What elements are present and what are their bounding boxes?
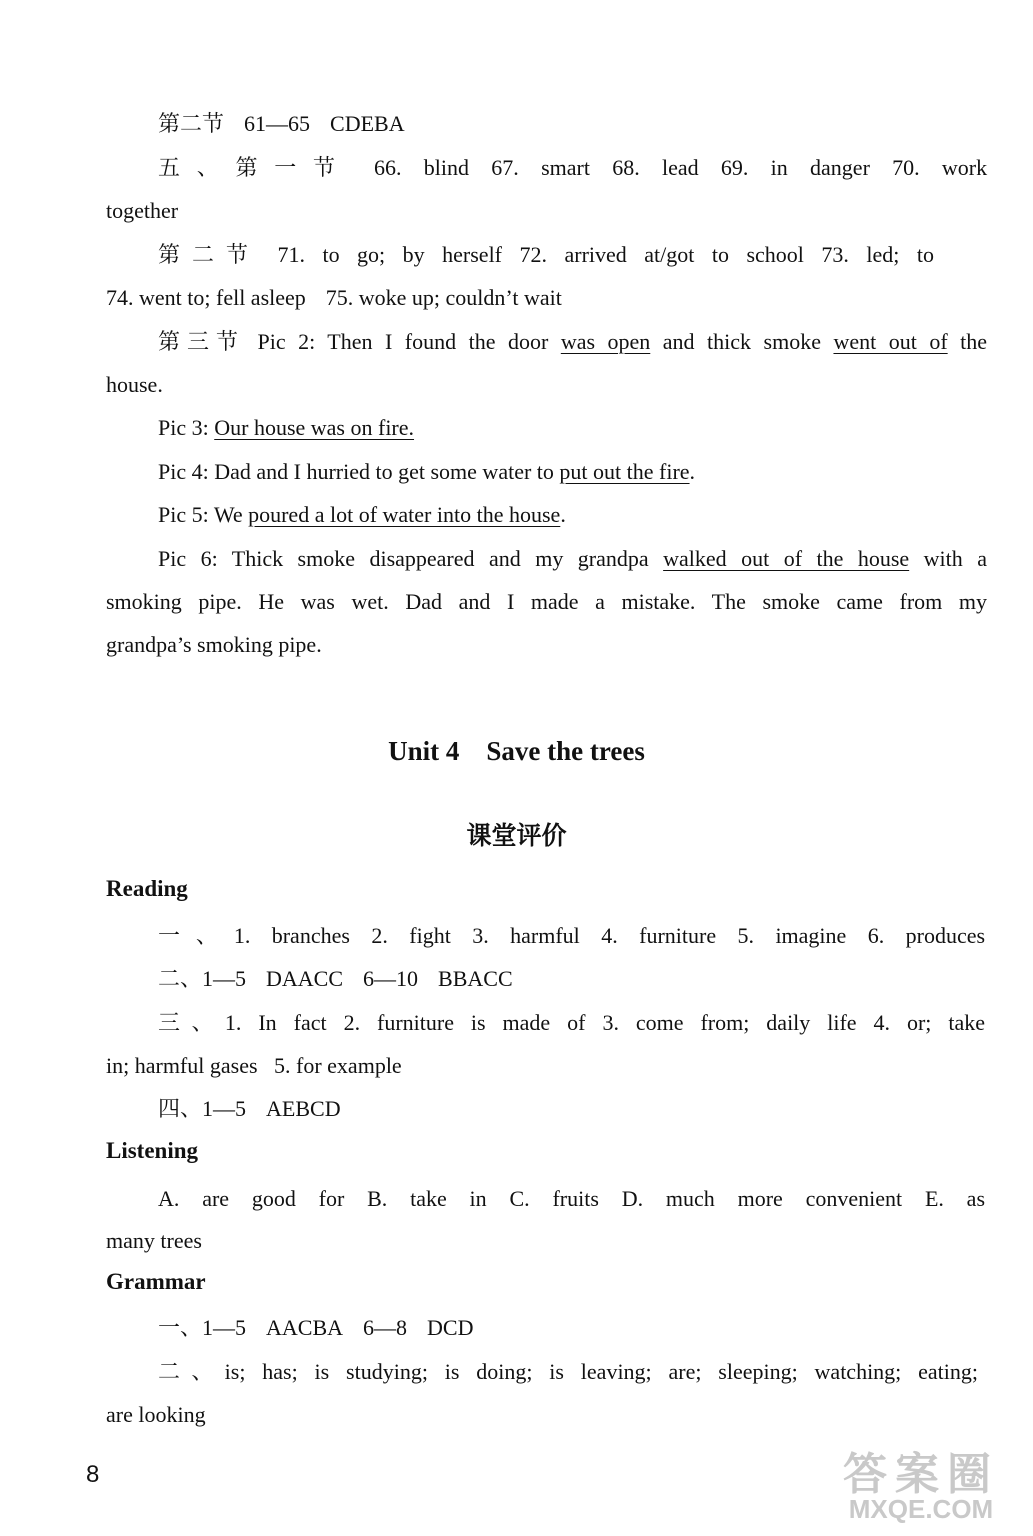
- answer-line-74-75: 74. went to; fell asleep 75. woke up; couldn’t wait: [106, 285, 562, 310]
- answer-line-71-73: 第二节 71. to go; by herself 72. arrived at/got to school 73. led; to: [158, 242, 935, 267]
- reading-part-4: 四、1—5 AEBCD: [158, 1096, 341, 1121]
- page-number: 8: [86, 1461, 100, 1488]
- grammar-part-1: 一、1—5 AACBA 6—8 DCD: [158, 1315, 474, 1340]
- answer-line-together: together: [106, 198, 179, 223]
- reading-part-1: 一、1. branches 2. fight 3. harmful 4. furniture 5. imagine 6. produces: [158, 923, 986, 948]
- section-subtitle: 课堂评价: [466, 823, 567, 850]
- listening-answers-cont: many trees: [106, 1228, 202, 1253]
- reading-heading: Reading: [106, 876, 188, 901]
- grammar-part-2-cont: are looking: [106, 1402, 206, 1427]
- answer-line-66-70: 五、第一节 66. blind 67. smart 68. lead 69. in danger 70. work: [158, 155, 988, 180]
- reading-part-3: 三、1. In fact 2. furniture is made of 3. come from; daily life 4. or; take: [158, 1010, 986, 1035]
- writing-pic-4: Pic 4: Dad and I hurried to get some water to put out the fire.: [158, 459, 696, 484]
- listening-answers: A. are good for B. take in C. fruits D. much more convenient E. as: [158, 1186, 986, 1211]
- watermark-logo-url: MXQE.COM: [848, 1494, 994, 1524]
- writing-pic-2: 第三节 Pic 2: Then I found the door was open and thick smoke went out of the: [158, 329, 988, 354]
- reading-part-3-cont: in; harmful gases 5. for example: [106, 1053, 402, 1078]
- watermark-logo: [821, 1438, 1021, 1530]
- writing-pic-6-end: grandpa’s smoking pipe.: [106, 632, 322, 657]
- unit-title: Unit 4 Save the trees: [388, 736, 645, 766]
- writing-pic-5: Pic 5: We poured a lot of water into the house.: [158, 502, 566, 527]
- writing-pic-6-cont: smoking pipe. He was wet. Dad and I made a mistake. The smoke came from my: [106, 589, 987, 614]
- listening-heading: Listening: [106, 1138, 199, 1163]
- watermark-logo-text: 答案圈: [843, 1450, 999, 1499]
- writing-pic-2-end: house.: [106, 372, 163, 397]
- reading-part-2: 二、1—5 DAACC 6—10 BBACC: [158, 966, 513, 991]
- answer-line-61-65: 第二节 61—65 CDEBA: [158, 111, 405, 136]
- grammar-part-2: 二、is; has; is studying; is doing; is leaving; are; sleeping; watching; eating;: [158, 1359, 978, 1384]
- writing-pic-6: Pic 6: Thick smoke disappeared and my grandpa walked out of the house with a: [158, 546, 987, 571]
- grammar-heading: Grammar: [106, 1269, 206, 1294]
- writing-pic-3: Pic 3: Our house was on fire.: [158, 415, 415, 440]
